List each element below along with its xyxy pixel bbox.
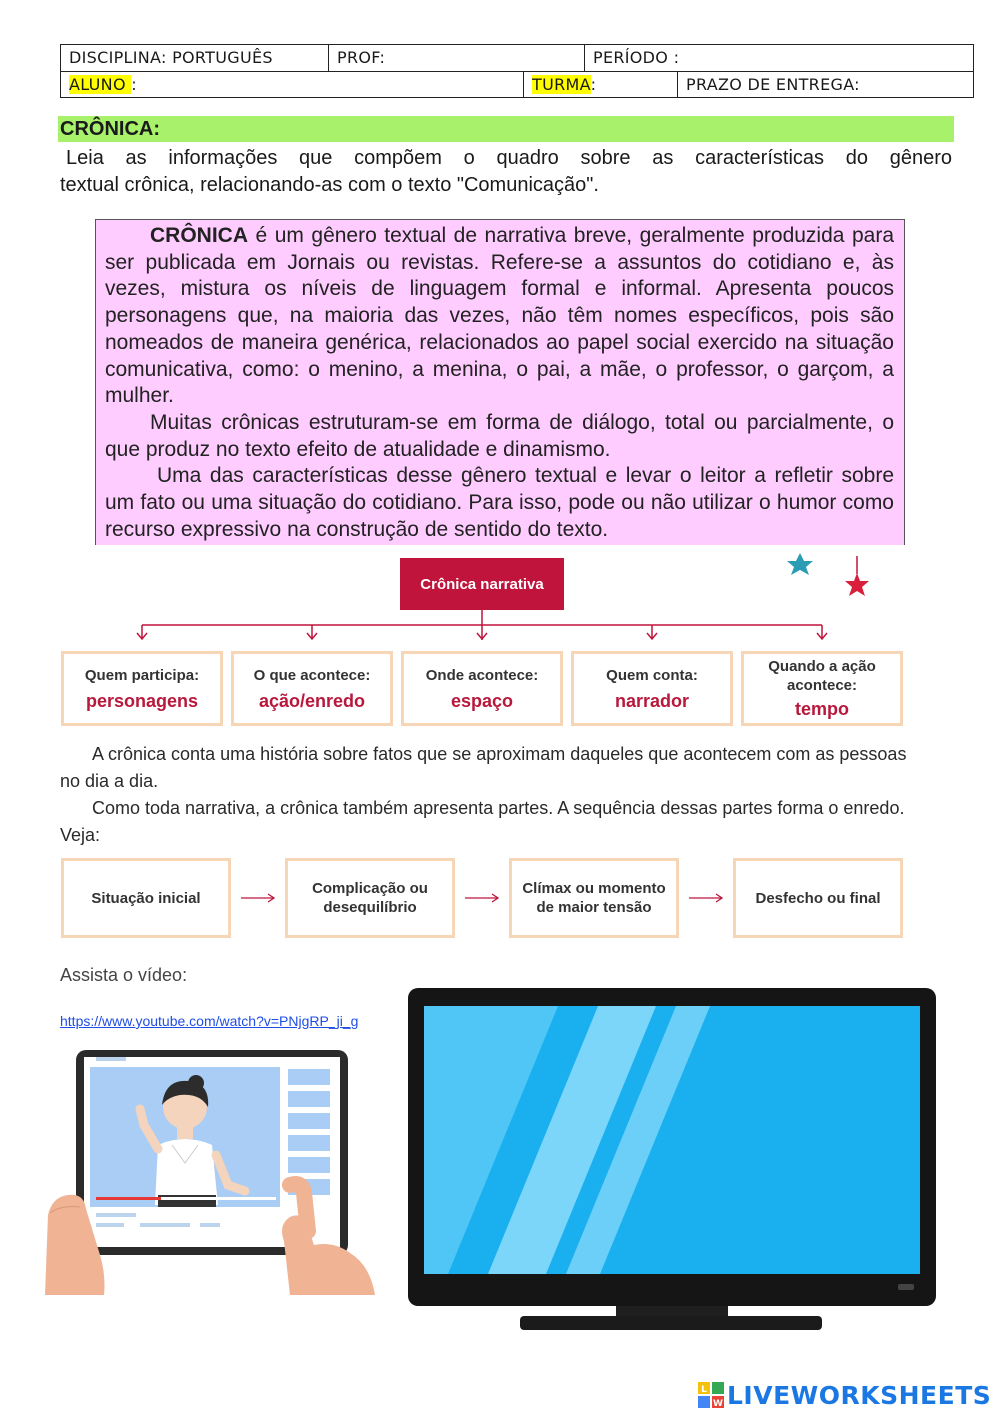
logo-letter: W — [713, 1399, 723, 1408]
header-row-1 — [61, 45, 973, 71]
intro-text — [60, 145, 952, 199]
intro-line-2: textual crônica, relacionando-as com o texto "Comunicação". — [60, 174, 599, 196]
info-p1-text: é um gênero textual de narrativa breve, geralmente produzida para ser publicada em Jornais ou revistas. Refere-se a assuntos do cotidiano e, às vezes, mistura os níveis de linguagem formal e informal. Apresenta poucos personagens que, na maioria das vezes, não têm nomes específicos, pois são nomeados de maneira genérica, relacionados ao papel social exercido na situação comunicativa, como: o menino, a menina, o pai, a mãe, o professor, o garçom, a mulher. — [105, 224, 894, 408]
narrative-paragraphs — [60, 741, 910, 849]
header-row-2 — [61, 71, 973, 97]
periodo-cell: PERÍODO : — [584, 45, 973, 71]
arrow-right-icon — [465, 894, 498, 902]
turma-label: TURMA — [532, 75, 591, 94]
category-answer: narrador — [614, 690, 690, 711]
turma-colon: : — [590, 75, 597, 94]
category-answer: ação/enredo — [258, 690, 366, 711]
section-title: CRÔNICA: — [58, 116, 954, 142]
sequence-step: Clímax ou momento de maior tensão — [509, 858, 679, 938]
sequence-step: Complicação ou desequilíbrio — [285, 858, 455, 938]
aluno-label: ALUNO — [69, 75, 132, 94]
category-answer: espaço — [450, 690, 514, 711]
disciplina-cell: DISCIPLINA: PORTUGUÊS — [69, 48, 273, 67]
liveworksheets-logo-icon — [698, 1382, 724, 1408]
header-table — [60, 44, 974, 98]
category-answer: tempo — [795, 699, 849, 719]
category-box — [231, 651, 393, 726]
sequence-step: Situação inicial — [61, 858, 231, 938]
arrow-right-icon — [689, 894, 722, 902]
turma-cell — [523, 72, 677, 97]
info-paragraph-2: Muitas crônicas estruturam-se em forma de diálogo, total ou parcialmente, o que produz no texto efeito de atualidade e dinamismo. — [105, 410, 894, 461]
aluno-cell — [61, 72, 523, 97]
category-answer: personagens — [85, 690, 199, 711]
category-question: Quem participa: — [84, 666, 200, 684]
star-icon — [845, 573, 869, 596]
logo-letter: L — [701, 1385, 707, 1395]
category-question: Onde acontece: — [425, 666, 539, 684]
info-term: CRÔNICA — [150, 224, 248, 247]
sequence-step: Desfecho ou final — [733, 858, 903, 938]
category-question: O que acontece: — [253, 666, 371, 684]
category-box — [741, 651, 903, 726]
brand-name: LIVEWORKSHEETS — [727, 1380, 992, 1410]
category-box — [61, 651, 223, 726]
category-question: Quem conta: — [606, 666, 698, 684]
prazo-cell: PRAZO DE ENTREGA: — [677, 72, 973, 97]
tablet-illustration — [40, 1045, 385, 1295]
video-link[interactable]: https://www.youtube.com/watch?v=PNjgRP_ji_g — [60, 1013, 359, 1029]
info-box — [95, 219, 905, 545]
category-question: Quando a ação acontece: — [768, 658, 876, 694]
tv-monitor — [408, 988, 936, 1332]
diagram-root: Crônica narrativa — [400, 558, 564, 610]
category-box — [401, 651, 563, 726]
watch-label: Assista o vídeo: — [60, 965, 188, 985]
info-paragraph-3: Uma das características desse gênero textual e levar o leitor a refletir sobre um fato ou uma situação do cotidiano. Para isso, pode ou não utilizar o humor como recurso expressivo na construção de sentido do texto. — [105, 464, 894, 541]
intro-line-1: Leia as informações que compõem o quadro sobre as características do gênero — [66, 147, 952, 169]
arrow-right-icon — [241, 894, 274, 902]
category-box — [571, 651, 733, 726]
star-icon — [787, 553, 813, 575]
paragraph: A crônica conta uma história sobre fatos que se aproximam daqueles que acontecem com as pessoas no dia a dia. — [60, 744, 907, 791]
info-paragraph-1 — [105, 223, 894, 410]
prof-cell: PROF: — [328, 45, 584, 71]
paragraph: Como toda narrativa, a crônica também apresenta partes. A sequência dessas partes forma o enredo. Veja: — [60, 798, 905, 845]
brand-logo — [698, 1378, 991, 1412]
aluno-colon: : — [131, 75, 137, 94]
